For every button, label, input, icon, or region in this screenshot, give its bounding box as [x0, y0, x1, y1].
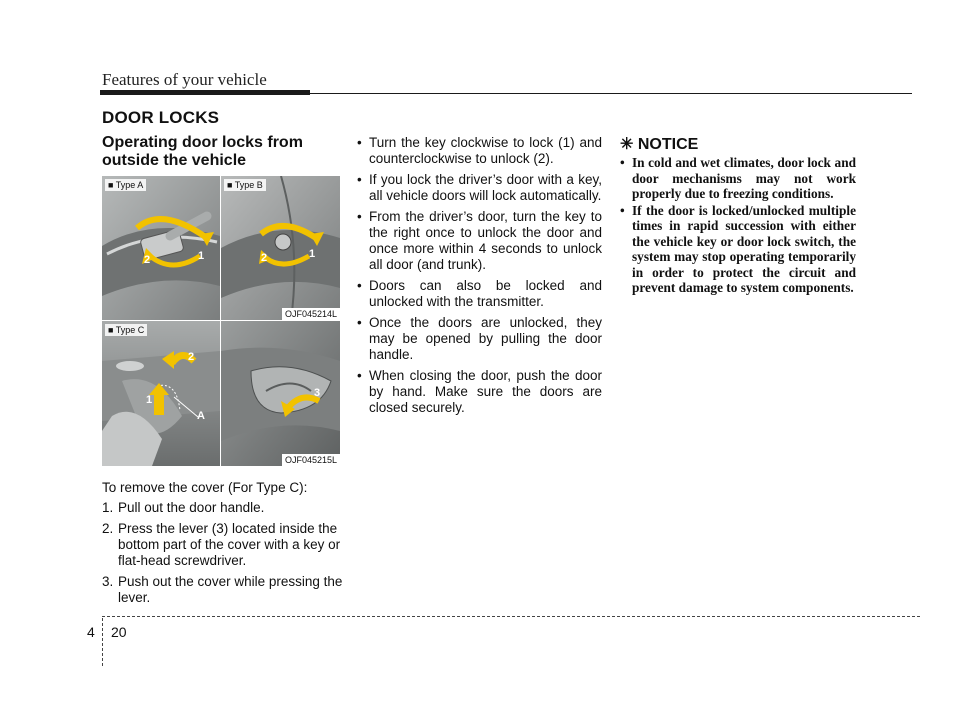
step-number: 2. [102, 521, 114, 536]
cover-removal-steps [102, 480, 350, 611]
running-header: Features of your vehicle [102, 70, 267, 89]
type-b-label: ■ Type B [224, 179, 266, 191]
callout-2: 2 [188, 351, 195, 363]
header-rule-thin [310, 93, 912, 94]
figure-type-b [221, 176, 340, 320]
list-item [357, 209, 602, 273]
callout-2: 2 [261, 252, 268, 264]
bullet-icon: • [357, 135, 362, 150]
callout-1: 1 [309, 248, 316, 260]
notice-list [620, 155, 856, 297]
list-item [620, 203, 856, 296]
bullet-text: Once the doors are unlocked, they may be opened by pulling the door handle. [369, 315, 602, 362]
door-handle-key-illustration-b [221, 176, 340, 320]
door-handle-cover-illustration [221, 321, 340, 466]
header-rule-thick [100, 90, 310, 95]
door-lock-instructions [357, 135, 602, 421]
figure-code-1: OJF045214L [282, 308, 340, 320]
list-item [357, 135, 602, 167]
figure-type-a [102, 176, 220, 320]
bullet-text: When closing the door, push the door by hand. Make sure the doors are closed securely. [369, 368, 602, 415]
footer-rule [102, 616, 920, 617]
subheading: Operating door locks from outside the vehicle [102, 134, 303, 169]
step-number: 3. [102, 574, 114, 589]
chapter-number: 4 [87, 624, 95, 640]
list-item [357, 368, 602, 416]
figure-type-c-lever [102, 321, 220, 466]
list-item [357, 315, 602, 363]
list-item [357, 278, 602, 310]
callout-2: 2 [144, 254, 151, 266]
step-text: Push out the cover while pressing the lever. [118, 574, 343, 605]
figure-code-2: OJF045215L [282, 454, 340, 466]
notice-text: In cold and wet climates, door lock and door mechanisms may not work properly due to freezing conditions. [632, 155, 856, 201]
bullet-icon: • [357, 278, 362, 293]
bullet-icon: • [357, 315, 362, 330]
bullet-text: Turn the key clockwise to lock (1) and counterclockwise to unlock (2). [369, 135, 602, 166]
footer-divider [102, 618, 103, 666]
callout-a: A [197, 410, 205, 422]
bullet-text: If you lock the driver’s door with a key, all vehicle doors will lock automatically. [369, 172, 602, 203]
removal-step [102, 500, 350, 516]
removal-intro: To remove the cover (For Type C): [102, 480, 308, 495]
figure-type-c-cover [221, 321, 340, 466]
removal-step [102, 521, 350, 569]
callout-1: 1 [198, 250, 205, 262]
removal-step [102, 574, 350, 606]
bullet-icon: • [620, 155, 625, 170]
callout-1: 1 [146, 394, 153, 406]
page-number: 20 [111, 624, 127, 640]
list-item [357, 172, 602, 204]
step-number: 1. [102, 500, 114, 515]
callout-3: 3 [314, 387, 321, 399]
bullet-icon: • [357, 368, 362, 383]
bullet-icon: • [357, 209, 362, 224]
door-handle-key-illustration-a [102, 176, 220, 320]
type-a-label: ■ Type A [105, 179, 146, 191]
bullet-icon: • [620, 202, 625, 218]
notice-text: If the door is locked/unlocked multiple times in rapid succession with either the vehicle key or door lock switch, the system may stop operating temporarily in order to protect the circuit and prevent damage to system components. [632, 202, 856, 295]
notice-title: ✳ NOTICE [620, 136, 699, 153]
section-title: DOOR LOCKS [102, 108, 220, 127]
type-c-label: ■ Type C [105, 324, 147, 336]
list-item [620, 155, 856, 202]
step-text: Pull out the door handle. [118, 500, 265, 515]
step-text: Press the lever (3) located inside the bottom part of the cover with a key or flat-head screwdriver. [118, 521, 341, 568]
bullet-text: From the driver’s door, turn the key to the right once to unlock the door and once more within 4 seconds to unlock all door (and trunk). [369, 209, 602, 272]
bullet-text: Doors can also be locked and unlocked with the transmitter. [369, 278, 602, 309]
cover-removal-illustration [102, 321, 220, 466]
bullet-icon: • [357, 172, 362, 187]
